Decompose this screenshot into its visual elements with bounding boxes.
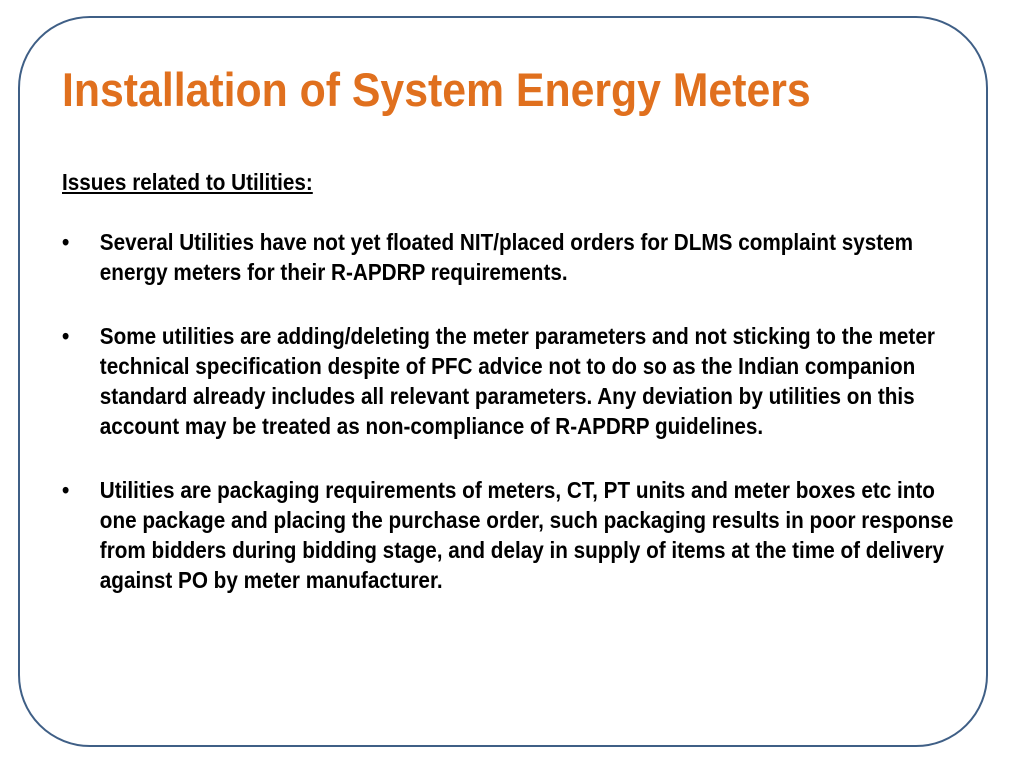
bullet-icon: • [62,229,70,255]
bullet-text: Utilities are packaging requirements of meters, CT, PT units and meter boxes etc into one package and placing the purchase order, such packaging results in poor response from bidders during bidding stage, and delay in supply of items at the time of delivery against PO by meter manufacturer. [99,477,954,593]
bullet-icon: • [62,323,70,349]
subheading: Issues related to Utilities: [62,169,313,195]
bullet-item [62,227,962,287]
bullet-item [62,475,962,595]
bullet-text: Some utilities are adding/deleting the meter parameters and not sticking to the meter technical specification despite of PFC advice not to do so as the Indian companion standard already includes all relevant parameters. Any deviation by utilities on this account may be treated as non-compliance of R-APDRP guidelines. [99,323,935,439]
bullet-text: Several Utilities have not yet floated NIT/placed orders for DLMS complaint system energy meters for their R-APDRP requirements. [99,229,914,285]
bullet-list [62,227,962,595]
bullet-icon: • [62,477,70,503]
slide-content [62,167,962,629]
bullet-item [62,321,962,441]
slide-title: Installation of System Energy Meters [62,63,811,116]
